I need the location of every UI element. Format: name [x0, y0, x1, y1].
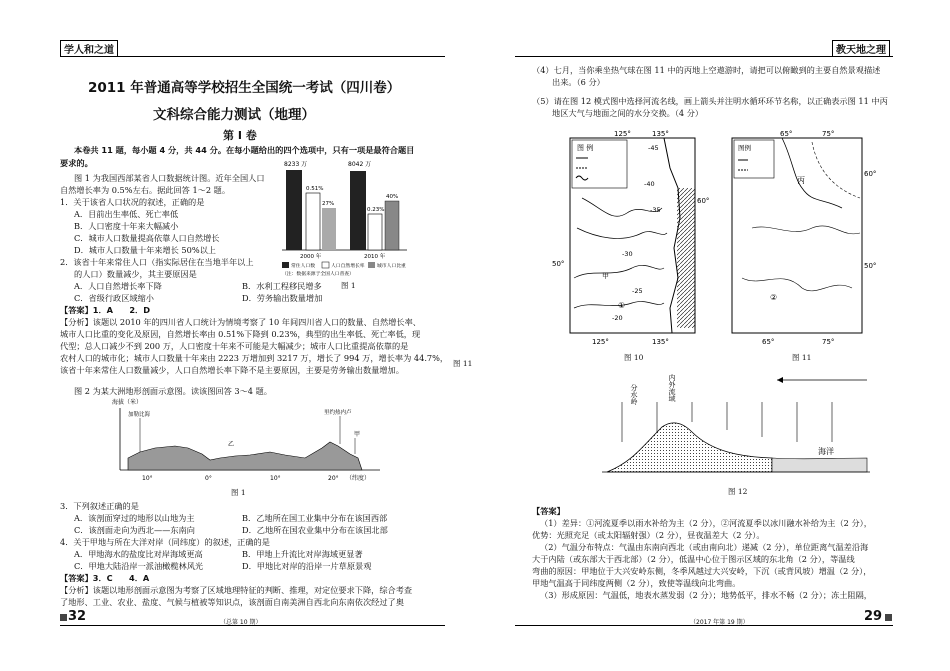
- legend-growth: 人口自然增长率: [331, 264, 365, 269]
- fig1-intro2: 自然增长率为 0.5%左右。据此回答 1～2 题。: [60, 185, 231, 195]
- q2-option-a: A．人口自然增长率下降: [74, 281, 162, 291]
- figure-11-caption: 图 11: [792, 353, 812, 362]
- lon-125-top: 125°: [614, 130, 631, 138]
- y-axis-label: 海拔（米）: [112, 399, 143, 406]
- analysis-1-2-line5: 该省十年来常住人口数量减少，人口自然增长率下降不是主要原因，主要是劳务输出数量增加。: [60, 365, 404, 375]
- lon-125-bottom: 125°: [592, 338, 609, 346]
- right-header-tag: 教天地之理: [832, 40, 890, 57]
- figure-12-diagram: [602, 362, 872, 482]
- place-caribbean: 加勒比海: [128, 412, 151, 418]
- right-footer: （2017 年第 19 期）: [690, 619, 749, 626]
- answer-line6: 甲地气温高于同纬度两侧（2 分），致使等温线向北弯曲。: [532, 578, 741, 588]
- left-footer: （总第 10 期）: [220, 619, 262, 626]
- analysis-3-4-line2: 了地形、工业、农业、盐度、气候与植被等知识点，该剖面自南美洲自西北向东南依次经过了奥: [60, 597, 404, 607]
- figure-2-profile: [110, 398, 390, 488]
- figure-12-caption: 图 12: [728, 487, 748, 496]
- q4-option-d: D．甲地比对岸的沿岸一片草原景观: [242, 561, 372, 571]
- place-yi: 乙: [228, 441, 235, 448]
- mark-bing: 丙: [797, 176, 805, 185]
- label-ocean: 海洋: [818, 447, 834, 456]
- page-number-left: 32: [68, 609, 87, 624]
- lon-75-bottom: 75°: [822, 338, 835, 346]
- label-2000-pop: 8233 万: [284, 161, 308, 168]
- question-4-text2: 出来。（6 分）: [552, 77, 605, 87]
- question-4-text1: （4）七月，当你乘坐热气球在图 11 中的丙地上空遨游时，请把可以俯瞰到的主要自然景观描述: [532, 65, 881, 75]
- exam-subtitle: 文科综合能力测试（地理）: [153, 107, 315, 123]
- label-2010-growth: 0.23%: [367, 207, 385, 213]
- lon-135-top: 135°: [652, 130, 669, 138]
- isotherm-30: -30: [622, 250, 633, 258]
- left-header-tag: 学人和之道: [60, 40, 118, 57]
- page-num-square-right: [885, 614, 892, 621]
- q2-option-b: B．水利工程移民增多: [242, 281, 322, 291]
- figure-2-caption: 图 1: [231, 488, 246, 497]
- q3-option-b: B．乙地所在国工业集中分布在该国西部: [242, 513, 388, 523]
- q1-option-d: D．城市人口数量十年来增长 50%以上: [74, 245, 216, 255]
- analysis-1-2-line4: 农村人口的城市化；城市人口数量十年来由 2223 万增加到 3217 万，增长了 994 万，增长率为 44.7%，: [60, 353, 449, 363]
- q3-option-d: D．乙地所在国农业集中分布在该国北部: [242, 525, 388, 535]
- answer-line4: 大于内陆（或东部大于西北部）（2 分），低温中心位于图示区域的东北角（2 分），等温线: [532, 554, 855, 564]
- mountain-shape: [607, 423, 772, 472]
- lon-65-top: 65°: [780, 130, 793, 138]
- chart-source: （注：数据来源于全国人口普查）: [282, 272, 354, 276]
- lat-50: 50°: [864, 262, 877, 270]
- q3-option-c: C．该剖面走向为西北——东南向: [74, 525, 195, 535]
- bar-2010-pop: [350, 171, 366, 250]
- legend-title: 图 例: [577, 144, 594, 152]
- q3-option-a: A．该剖面穿过的地形以山地为主: [74, 513, 195, 523]
- analysis-1-2-line2: 城市人口比重的变化及原因，自然增长率由 0.51%下降到 0.23%，典型的出生率低、死亡率低，现: [60, 329, 421, 339]
- answer-line7: （3）形成原因：气温低，地表水蒸发弱（2 分）；地势低平，排水不畅（2 分）；冻土阻隔，: [540, 590, 872, 600]
- q4-option-b: B．甲地上升流比对岸海域更显著: [242, 549, 363, 559]
- label-2010-urban: 40%: [386, 194, 399, 200]
- question-1: 1．关于该省人口状况的叙述，正确的是: [60, 197, 205, 207]
- legend-pop: 常住人口数: [291, 264, 315, 269]
- x-unit: （纬度）: [346, 475, 371, 482]
- answer-1-2: 【答案】1．A 2．D: [60, 305, 151, 315]
- bar-2000-pop: [286, 170, 302, 250]
- answer-line1: （1）差异：①河流夏季以雨水补给为主（2 分），②河流夏季以冰川融水补给为主（2 分），: [540, 518, 872, 528]
- lon-65-bottom: 65°: [762, 338, 775, 346]
- tick-10n: 10°: [142, 475, 153, 482]
- legend-urban: 城市人口比重: [377, 264, 406, 269]
- right-footer-line: [515, 625, 893, 626]
- isotherm-25: -25: [632, 287, 643, 295]
- bar-2000-growth: [306, 193, 320, 250]
- question-2: 2．该省十年来常住人口（指实际居住在当地半年以上: [60, 257, 254, 267]
- question-2-cont: 的人口）数量减少，其主要原因是: [74, 269, 197, 279]
- q2-option-d: D．劳务输出数量增加: [242, 293, 323, 303]
- terrain-shape: [128, 442, 362, 470]
- ocean-shape: [772, 458, 867, 472]
- intro-line2: 要求的。: [60, 158, 93, 168]
- label-divide: 分水岭: [630, 384, 638, 405]
- answer-line3: （2）气温分布特点：气温由东南向西北（或由南向北）递减（2 分），单位距离气温差沿海: [540, 542, 869, 552]
- analysis-1-2-line1: 【分析】该题以 2010 年的四川省人口统计为情境考察了 10 年间四川省人口的数量、自然增长率、: [60, 317, 421, 327]
- figure-10-caption: 图 10: [624, 353, 644, 362]
- isotherm-35: -35: [650, 206, 661, 214]
- tick-10s: 10°: [270, 475, 281, 482]
- section-title: 第 Ⅰ 卷: [223, 129, 257, 142]
- q1-option-a: A．目前出生率低、死亡率低: [74, 209, 179, 219]
- figure-10-map: [552, 128, 712, 348]
- mark-1: ①: [618, 301, 626, 310]
- figure-11-side-label: 图 11: [453, 359, 473, 368]
- q2-option-c: C．省级行政区域缩小: [74, 293, 154, 303]
- bar-2000-urban: [322, 208, 336, 250]
- lat-50: 50°: [552, 260, 565, 268]
- bar-2010-growth: [368, 214, 382, 250]
- legend-title: 图例: [738, 144, 751, 152]
- analysis-3-4-line1: 【分析】该题以地形剖面示意图为考察了区域地理特征的判断、推理，对定位要求下降，综合考查: [60, 585, 413, 595]
- exam-title: 2011 年普通高等学校招生全国统一考试（四川卷）: [88, 80, 401, 96]
- mark-2: ②: [770, 293, 778, 302]
- intro-line1: 本卷共 11 题，每小题 4 分，共 44 分。在每小题给出的四个选项中，只有一项是最符合题目: [74, 145, 415, 155]
- isotherm-20: -20: [612, 314, 623, 322]
- q1-option-c: C．城市人口数量提高依靠人口自然增长: [74, 233, 220, 243]
- question-4: 4．关于甲地与所在大洋对岸（同纬度）的叙述，正确的是: [60, 537, 270, 547]
- year-2010: 2010 年: [364, 254, 386, 260]
- isotherm-40: -40: [644, 180, 655, 188]
- q4-option-c: C．甲地大陆沿岸一派油橄榄林风光: [74, 561, 204, 571]
- place-jia: 甲: [354, 431, 361, 438]
- isotherm-45: -45: [648, 144, 659, 152]
- fig1-intro1: 图 1 为我国西部某省人口数据统计图。近年全国人口: [74, 173, 265, 183]
- answer-label: 【答案】: [532, 506, 565, 516]
- question-5-text1: （5）请在图 12 模式图中选择河流名线，画上箭头并注明水循环环节名称，以正确表示图 11 中丙: [532, 96, 888, 106]
- answer-3-4: 【答案】3．C 4．A: [60, 573, 150, 583]
- lat-60: 60°: [697, 197, 710, 205]
- analysis-1-2-line3: 代型；总人口减少不到 200 万，人口密度十年来不可能是大幅减少；城市人口比重提高依靠的是: [60, 341, 409, 351]
- figure-1-chart: [282, 158, 412, 276]
- answer-line2: 优势：光照充足（或太阳辐射强）（2 分），昼夜温差大（2 分）。: [532, 530, 765, 540]
- tick-0: 0°: [205, 475, 212, 482]
- lon-135-bottom: 135°: [652, 338, 669, 346]
- question-3: 3．下列叙述正确的是: [60, 501, 139, 511]
- lon-75-top: 75°: [822, 130, 835, 138]
- q4-option-a: A．甲地海水的盐度比对岸海域更高: [74, 549, 203, 559]
- figure-1-caption: 图 1: [341, 281, 356, 290]
- label-inland: 内外流域: [668, 374, 676, 402]
- page-num-square-left: [60, 614, 67, 621]
- answer-line5: 弯曲的原因：甲地位于大兴安岭东侧，冬季风越过大兴安岭，下沉（或背风坡）增温（2 分），: [532, 566, 872, 576]
- q1-option-b: B．人口密度十年来大幅减小: [74, 221, 179, 231]
- fig2-intro: 图 2 为某大洲地形剖面示意图。读该图回答 3～4 题。: [74, 386, 272, 396]
- place-rio: 里约热内卢: [324, 410, 352, 416]
- label-2000-urban: 27%: [322, 201, 335, 207]
- lat-60: 60°: [864, 170, 877, 178]
- label-2010-pop: 8042 万: [348, 161, 372, 168]
- question-5-text2: 地区大气与地面之间的水分交换。（4 分）: [552, 108, 704, 118]
- bar-2010-urban: [385, 201, 399, 250]
- tick-20s: 20°: [328, 475, 339, 482]
- year-2000: 2000 年: [300, 254, 322, 260]
- page-number-right: 29: [864, 609, 883, 624]
- figure-11-map: [722, 128, 882, 348]
- mark-jia: 甲: [602, 272, 609, 280]
- label-2000-growth: 0.51%: [306, 186, 324, 192]
